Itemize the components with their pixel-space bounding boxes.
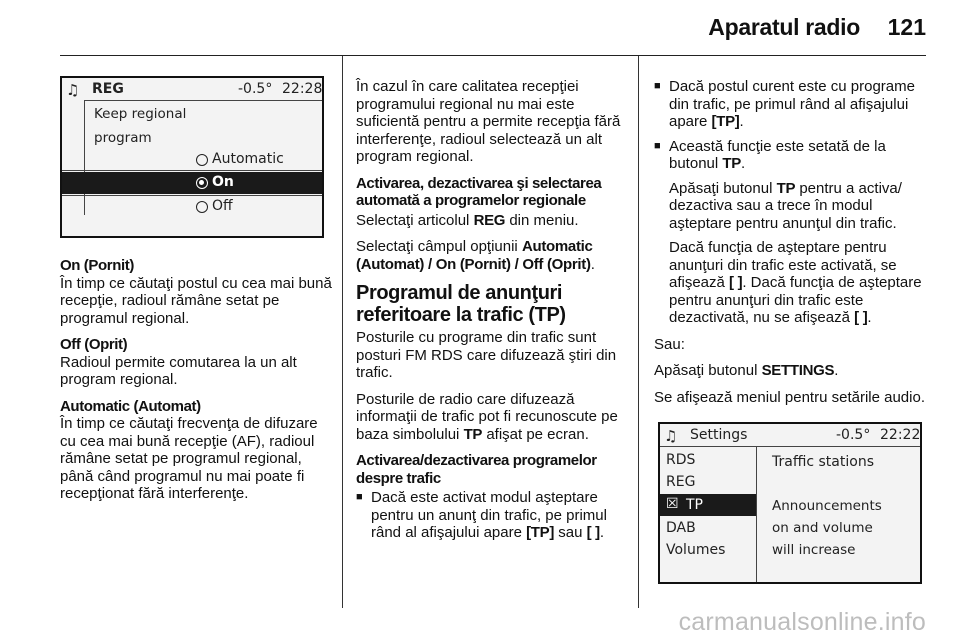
radio-off[interactable]	[196, 201, 208, 213]
standby-status-text: Dacă funcţia de aşteptare pentru anunţuri din trafic este activată, se afişează [ ]. Dacă funcţia de aşteptare pentru anunţuri din trafic este dezactivată, nu se afişează [ ].	[669, 239, 922, 326]
press-tp-instruction: Apăsaţi butonul TP pentru a activa/ dezactiva sau a trece în modul aşteptare pentru anunţul din trafic.	[669, 179, 902, 232]
regional-intro: În cazul în care calitatea recepţiei programului regional nu mai este suficientă pentru a permite recepţia fără interferenţe, radioul selectează un alt program regional.	[356, 78, 621, 165]
selected-option-bar[interactable]	[62, 172, 322, 194]
settings-screen-temperature: -0.5°	[836, 427, 871, 443]
or-text: Sau:	[654, 335, 685, 353]
tp-bullet-current-station: ■ Dacă postul curent este cu programe din trafic, pe primul rând al afişajului apare [TP].	[654, 78, 926, 131]
settings-screen-clock: 22:22	[880, 427, 921, 443]
screen-heading: Keep regional	[94, 106, 187, 122]
select-reg-instruction: Selectaţi articolul REG din meniu.	[356, 211, 579, 229]
menu-item-tp[interactable]: TP	[686, 497, 703, 513]
announcements-line-3: will increase	[772, 542, 856, 558]
column-2	[356, 78, 628, 542]
option-divider-1	[62, 170, 322, 171]
radio-on[interactable]	[196, 177, 208, 189]
automatic-label: Automatic (Automat)	[60, 397, 201, 415]
menu-item-volumes[interactable]: Volumes	[666, 542, 726, 558]
column-separator-1	[342, 56, 343, 608]
select-option-instruction: Selectaţi câmpul opţiunii Automatic (Automat) / On (Pornit) / Off (Oprit).	[356, 238, 595, 273]
note-icon-2: ♫	[664, 427, 678, 445]
screen-heading-2: program	[94, 130, 152, 146]
settings-top-divider	[660, 446, 920, 447]
option-automatic-label[interactable]: Automatic	[212, 151, 284, 167]
column-1	[60, 257, 332, 512]
menu-item-dab[interactable]: DAB	[666, 520, 696, 536]
screen-side-divider	[84, 100, 85, 215]
traffic-stations-title: Traffic stations	[772, 454, 874, 470]
settings-screen	[658, 422, 922, 584]
page-number: 121	[887, 14, 926, 40]
column-3	[654, 78, 926, 415]
checkbox-checked-icon[interactable]: ☒	[666, 496, 679, 512]
audio-menu-text: Se afişează meniul pentru setările audio.	[654, 388, 925, 406]
tp-toggle-label: Activarea/dezactivarea programelor despre trafic	[356, 452, 597, 487]
automatic-description: În timp ce căutaţi frecvenţa de difuzare cu cea mai bună recepţie (AF), radioul rămâne setat pe programul regional, până când programul nu mai poate fi recepţionat fără interferenţe.	[60, 415, 318, 502]
off-description: Radioul permite comutarea la un alt program regional.	[60, 353, 297, 388]
screen-top-divider	[84, 100, 322, 101]
screen-temperature: -0.5°	[238, 81, 273, 97]
reg-screen	[60, 76, 324, 238]
screen-title: REG	[92, 81, 124, 97]
menu-item-reg[interactable]: REG	[666, 474, 696, 490]
menu-item-rds[interactable]: RDS	[666, 452, 696, 468]
activate-regional-label: Activarea, dezactivarea şi selectarea automată a programelor regionale	[356, 174, 602, 209]
tp-section-title: Programul de anunţuri referitoare la trafic (TP)	[356, 282, 566, 326]
on-label: On (Pornit)	[60, 257, 134, 274]
option-on-label[interactable]: On	[212, 174, 234, 190]
tp-bullet-standby: ■ Dacă este activat modul aşteptare pentru un anunţ din trafic, pe primul rând al afişajului apare [TP] sau [ ].	[356, 489, 628, 542]
watermark: carmanualsonline.info	[678, 608, 926, 636]
note-icon: ♫	[66, 81, 80, 99]
tp-bullet-button: ■ Această funcţie este setată de la butonul TP.	[654, 138, 926, 173]
announcements-line-2: on and volume	[772, 520, 873, 536]
settings-screen-title: Settings	[690, 427, 748, 443]
column-separator-2	[638, 56, 639, 608]
option-off-label[interactable]: Off	[212, 198, 233, 214]
announcements-line-1: Announcements	[772, 498, 882, 514]
page-header-title: Aparatul radio	[708, 14, 860, 40]
tp-symbol-description: Posturile de radio care difuzează informaţii de trafic pot fi recunoscute pe baza simbolului TP afişat pe ecran.	[356, 390, 618, 443]
header-rule	[60, 55, 926, 56]
press-settings-instruction: Apăsaţi butonul SETTINGS.	[654, 362, 839, 379]
settings-menu-divider	[756, 446, 757, 582]
off-label: Off (Oprit)	[60, 336, 128, 353]
option-divider-2	[62, 195, 322, 196]
on-description: În timp ce căutaţi postul cu cea mai bună recepţie, radioul rămâne setat pe programul regional.	[60, 274, 332, 327]
radio-automatic[interactable]	[196, 154, 208, 166]
tp-description: Posturile cu programe din trafic sunt posturi FM RDS care difuzează ştiri din trafic.	[356, 329, 617, 381]
screen-clock: 22:28	[282, 81, 323, 97]
